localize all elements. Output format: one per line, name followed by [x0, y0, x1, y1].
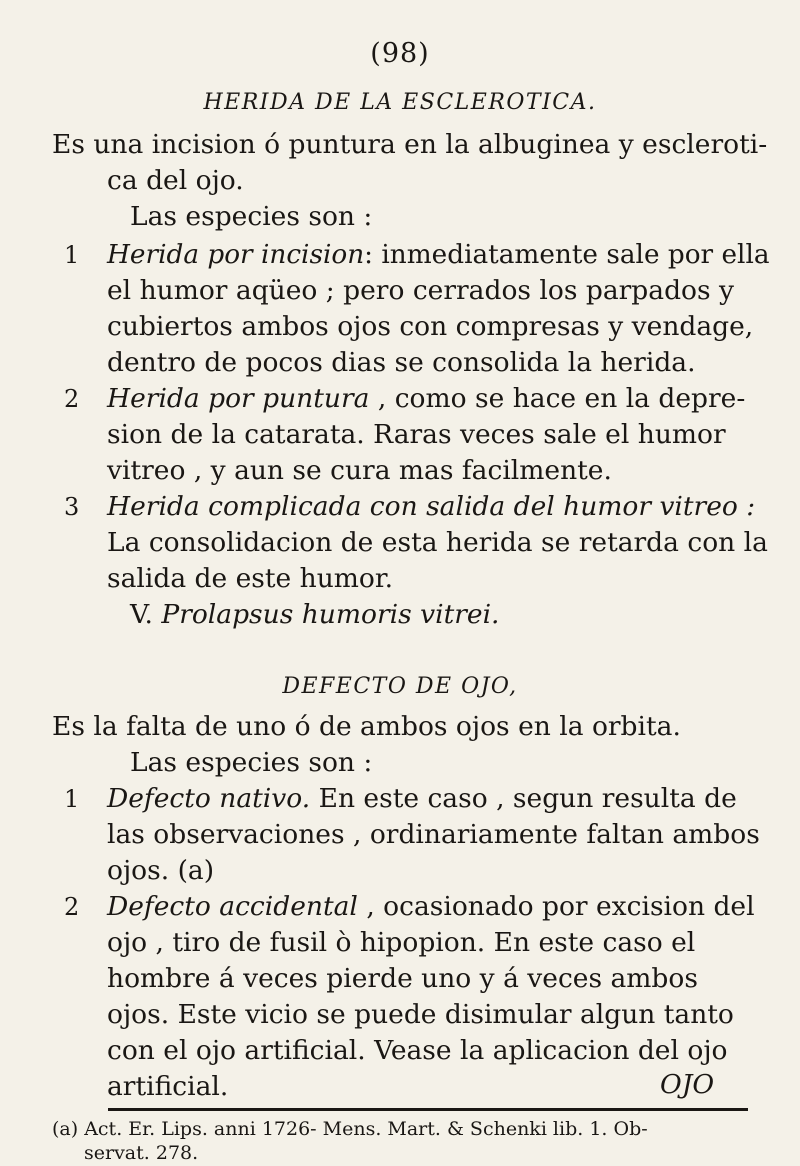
item-number: 1 [64, 785, 80, 813]
paragraph-line: vitreo , y aun se cura mas facilmente. [107, 455, 612, 486]
section-heading-esclerotica: HERIDA DE LA ESCLEROTICA. [203, 90, 597, 115]
footnote-rule [108, 1108, 748, 1111]
list-item: Herida por puntura , como se hace en la depre- [107, 383, 746, 414]
paragraph-line: ojos. (a) [107, 855, 215, 886]
paragraph-line: dentro de pocos dias se consolida la herida. [107, 347, 696, 378]
item-number: 2 [64, 385, 80, 413]
item-title: Defecto nativo. [107, 783, 311, 814]
species-label: Las especies son : [130, 201, 373, 232]
paragraph-line: ca del ojo. [107, 165, 244, 196]
page-number: (98) [370, 38, 430, 69]
catchword: OJO [660, 1069, 715, 1100]
paragraph-line: Es la falta de uno ó de ambos ojos en la orbita. [52, 711, 681, 742]
paragraph-line: ojo , tiro de fusil ò hipopion. En este caso el [107, 927, 696, 958]
item-title: Defecto accidental [107, 891, 358, 922]
item-number: 1 [64, 241, 80, 269]
section-heading-defecto: DEFECTO DE OJO, [282, 674, 518, 699]
paragraph-line: cubiertos ambos ojos con compresas y vendage, [107, 311, 754, 342]
item-title: Herida complicada con salida del humor vitreo : [107, 491, 756, 522]
species-label: Las especies son : [130, 747, 373, 778]
item-number: 3 [64, 493, 80, 521]
see-also: V. Prolapsus humoris vitrei. [130, 599, 500, 630]
footnote-line: servat. 278. [84, 1142, 199, 1164]
paragraph-line: sion de la catarata. Raras veces sale el humor [107, 419, 726, 450]
paragraph-line: el humor aqüeo ; pero cerrados los parpados y [107, 275, 734, 306]
list-item: Defecto accidental , ocasionado por excision del [107, 891, 755, 922]
item-title: Herida por puntura [107, 383, 370, 414]
paragraph-line: con el ojo artificial. Vease la aplicacion del ojo [107, 1035, 728, 1066]
item-title: Herida por incision [107, 239, 365, 270]
paragraph-line: las observaciones , ordinariamente faltan ambos [107, 819, 760, 850]
paragraph-line: La consolidacion de esta herida se retarda con la [107, 527, 768, 558]
paragraph-line: Es una incision ó puntura en la albuginea y escleroti- [52, 129, 768, 160]
paragraph-line: salida de este humor. [107, 563, 394, 594]
list-item: Defecto nativo. En este caso , segun resulta de [107, 783, 737, 814]
paragraph-line: hombre á veces pierde uno y á veces ambos [107, 963, 698, 994]
footnote-line: (a) Act. Er. Lips. anni 1726- Mens. Mart. & Schenki lib. 1. Ob- [52, 1118, 648, 1140]
list-item: Herida por incision: inmediatamente sale por ella [107, 239, 770, 270]
paragraph-line: artificial. [107, 1071, 229, 1102]
item-number: 2 [64, 893, 80, 921]
paragraph-line: ojos. Este vicio se puede disimular algun tanto [107, 999, 734, 1030]
